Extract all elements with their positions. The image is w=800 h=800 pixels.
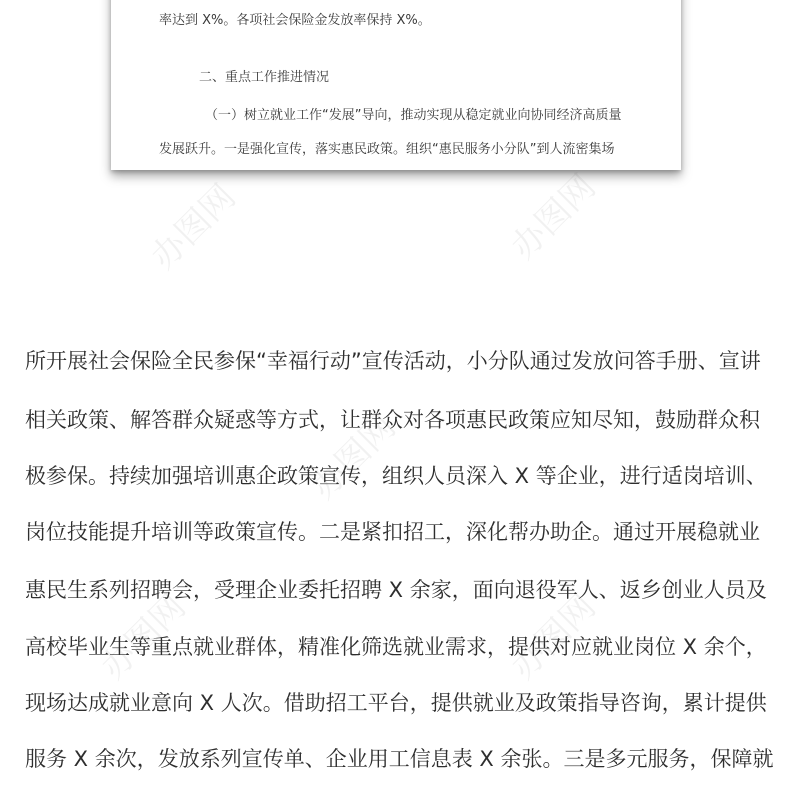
card-line-2: 率达到 X%。各项社会保险金发放率保持 X%。: [159, 13, 431, 28]
body-line-2: 相关政策、解答群众疑惑等方式，让群众对各项惠民政策应知尽知，鼓励群众积: [25, 408, 760, 432]
body-line-5: 惠民生系列招聘会，受理企业委托招聘 X 余家，面向退役军人、返乡创业人员及: [25, 578, 767, 602]
card-line-5: 发展跃升。一是强化宣传，落实惠民政策。组织“惠民服务小分队”到人流密集场: [159, 142, 615, 157]
body-line-1: 所开展社会保险全民参保“幸福行动”宣传活动，小分队通过发放问答手册、宣讲: [25, 349, 761, 373]
watermark-logo: 办图网: [93, 586, 194, 688]
body-line-8: 服务 X 余次，发放系列宣传单、企业用工信息表 X 余张。三是多元服务，保障就: [25, 747, 774, 771]
body-line-4: 岗位技能提升培训等政策宣传。二是紧扣招工，深化帮办助企。通过开展稳就业: [25, 520, 760, 544]
watermark-logo: 办图网: [303, 406, 404, 508]
body-line-7: 现场达成就业意向 X 人次。借助招工平台，提供就业及政策指导咨询，累计提供: [25, 691, 767, 715]
card-line-4: （一）树立就业工作“发展”导向，推动实现从稳定就业向协同经济高质量: [205, 108, 622, 123]
watermark-logo: 办图网: [503, 166, 604, 268]
body-line-6: 高校毕业生等重点就业群体，精准化筛选就业需求，提供对应就业岗位 X 余个，: [25, 635, 767, 659]
body-line-3: 极参保。持续加强培训惠企政策宣传，组织人员深入 X 等企业，进行适岗培训、: [25, 464, 767, 488]
watermark-logo: 办图网: [503, 586, 604, 688]
card-section-heading: 二、重点工作推进情况: [199, 70, 330, 85]
watermark-logo: 办图网: [143, 176, 244, 278]
